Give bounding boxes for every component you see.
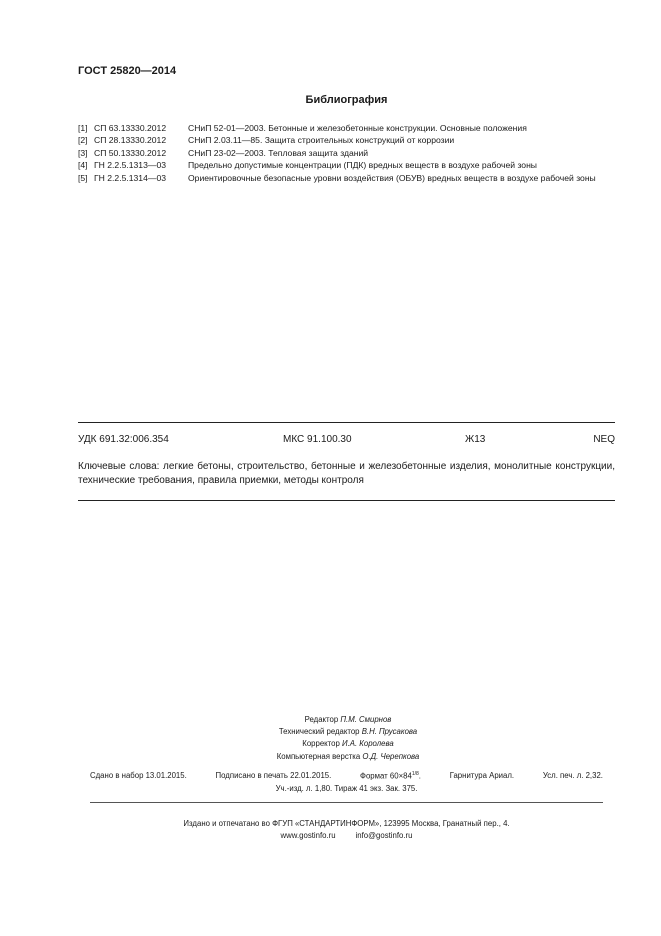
bibliography-item xyxy=(78,122,615,134)
editor-name: П.М. Смирнов xyxy=(340,715,392,724)
bibliography-item-code: СП 50.13330.2012 xyxy=(94,147,167,158)
print-sheets: Усл. печ. л. 2,32. xyxy=(542,771,603,780)
mks-code: МКС 91.100.30 xyxy=(283,434,352,445)
classification-row xyxy=(78,434,615,448)
paper-format-label: Формат 60×84 xyxy=(360,771,412,781)
bibliography-item-code: СП 63.13330.2012 xyxy=(94,123,167,133)
corrector-name: И.А. Королева xyxy=(342,739,394,749)
keywords: Ключевые слова: легкие бетоны, строительство, бетонные и железобетонные изделия, монолитные конструкции, технические требования, правила приемки, методы контроля xyxy=(78,461,615,486)
bibliography-item xyxy=(78,147,615,159)
publisher-address: Издано и отпечатано во ФГУП «СТАНДАРТИНФОРМ», 123995 Москва, Гранатный пер., 4. xyxy=(183,819,510,828)
bibliography-item-text: СНиП 52-01—2003. Бетонные и железобетонные конструкции. Основные положения xyxy=(188,123,527,133)
standard-number: ГОСТ 25820—2014 xyxy=(78,65,177,77)
corrector-line xyxy=(200,738,496,750)
bibliography-item-text: СНиП 2.03.11—85. Защита строительных конструкций от коррозии xyxy=(188,135,455,146)
bibliography-item-text: СНиП 23-02—2003. Тепловая защита зданий xyxy=(188,147,369,158)
sign-date: Подписано в печать 22.01.2015. xyxy=(215,771,332,780)
bibliography-item-number: [4] xyxy=(78,160,88,171)
bibliography-item-number: [3] xyxy=(78,147,88,158)
bottom-divider xyxy=(78,500,615,501)
publisher-block xyxy=(90,818,603,843)
publisher-email[interactable]: info@gostinfo.ru xyxy=(355,831,413,841)
category-code: Ж13 xyxy=(465,434,486,445)
order-number: Зак. 375. xyxy=(385,784,418,793)
editor-role: Редактор xyxy=(304,715,339,724)
layout-name: О.Д. Черепкова xyxy=(362,751,420,761)
pub-sheets: Уч.-изд. л. 1,80. xyxy=(275,784,333,793)
bibliography-item-text: Ориентировочные безопасные уровни воздействия (ОБУВ) вредных веществ в воздухе рабочей зоны xyxy=(188,172,596,183)
credits-block xyxy=(200,714,496,763)
bibliography-item-number: [5] xyxy=(78,172,88,183)
bibliography-title: Библиография xyxy=(305,94,388,106)
bibliography-item xyxy=(78,159,615,171)
typeface: Гарнитура Ариал. xyxy=(449,771,515,780)
layout-role: Компьютерная верстка xyxy=(276,751,361,761)
paper-format-fraction: 1/8 xyxy=(411,771,419,777)
print-run: Тираж 41 экз. xyxy=(334,784,384,793)
publisher-website[interactable]: www.gostinfo.ru xyxy=(280,831,336,841)
footer-divider xyxy=(90,802,603,803)
set-date: Сдано в набор 13.01.2015. xyxy=(90,771,187,780)
bibliography-item-text: Предельно допустимые концентрации (ПДК) вредных веществ в воздухе рабочей зоны xyxy=(188,160,537,171)
bibliography-item-code: СП 28.13330.2012 xyxy=(94,135,167,146)
bibliography-list xyxy=(78,122,615,184)
tech-editor-name: В.Н. Прусакова xyxy=(361,727,418,737)
publisher-contacts xyxy=(90,830,603,842)
bibliography-item-number: [1] xyxy=(78,123,88,133)
bibliography-item-code: ГН 2.2.5.1314—03 xyxy=(94,172,167,183)
corrector-role: Корректор xyxy=(302,739,340,749)
bibliography-item-code: ГН 2.2.5.1313—03 xyxy=(94,160,167,171)
print-info-line-1 xyxy=(90,771,603,781)
paper-format: Формат $60\times 84^{1/8}$. xyxy=(360,771,421,781)
editor-line xyxy=(200,714,496,726)
bibliography-item xyxy=(78,134,615,146)
udk-code: УДК 691.32:006.354 xyxy=(78,434,169,445)
bibliography-item-number: [2] xyxy=(78,135,88,146)
tech-editor-line xyxy=(200,726,496,738)
bibliography-item xyxy=(78,172,615,184)
conformity-mark: NEQ xyxy=(593,434,615,445)
layout-line xyxy=(200,751,496,763)
print-info-line-2 xyxy=(90,784,603,793)
tech-editor-role: Технический редактор xyxy=(278,727,360,737)
top-divider xyxy=(78,422,615,423)
